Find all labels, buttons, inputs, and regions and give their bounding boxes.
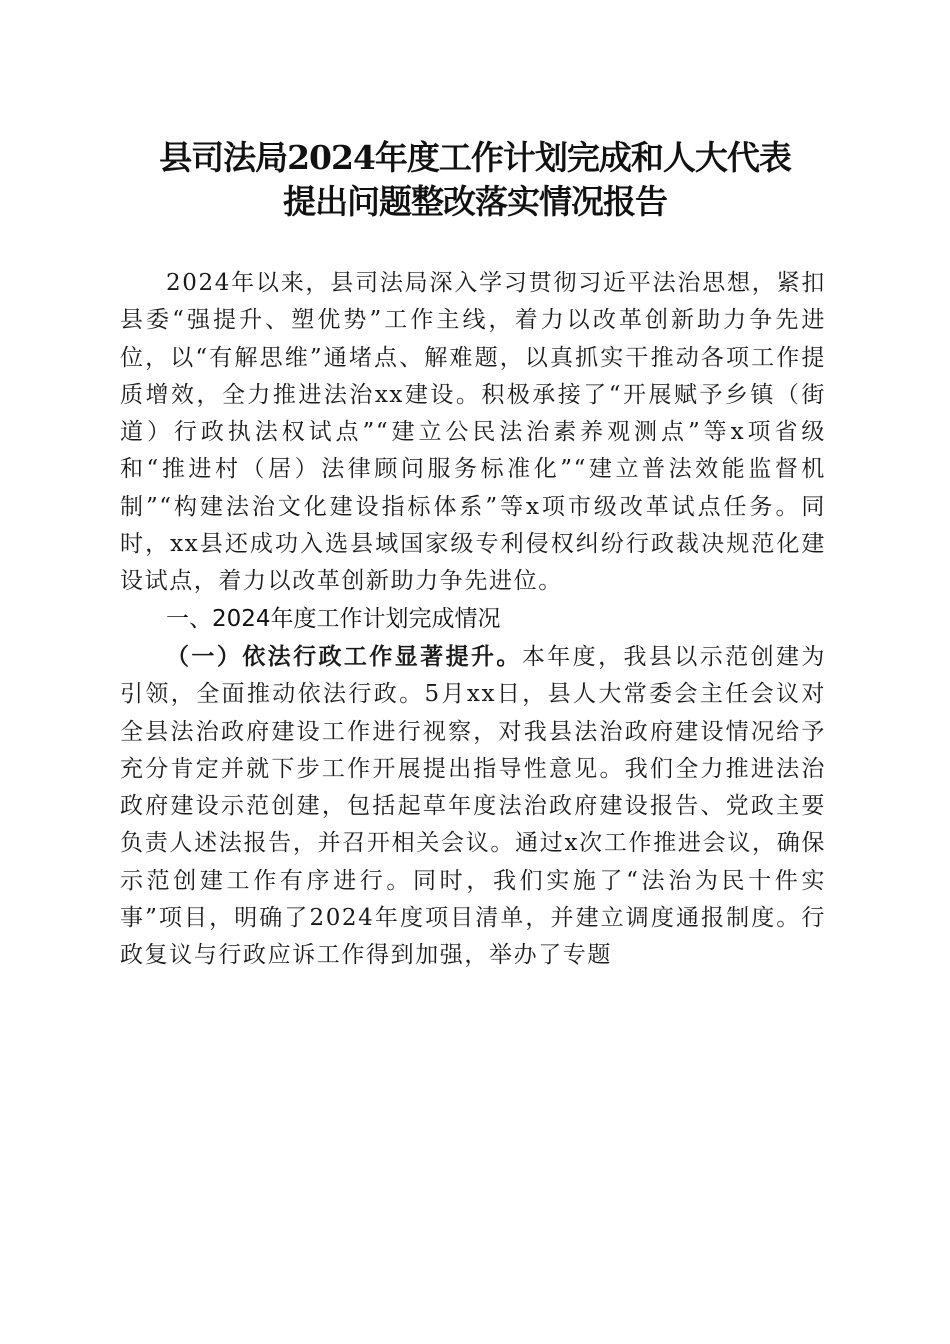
document-title [100, 136, 850, 224]
title-line-2: 提出问题整改落实情况报告 [283, 182, 667, 221]
subsection-text: 本年度，我县以示范创建为引领，全面推动依法行政。5月xx日，县人大常委会主任会议对全县法治政府建设工作进行视察，对我县法治政府建设情况给予充分肯定并就下步工作开展提出指导性意见。我们全力推进法治政府建设示范创建，包括起草年度法治政府建设报告、党政主要负责人述法报告，并召开相关会议。通过x次工作推进会议，确保示范创建工作有序进行。同时，我们实施了“法治为民十件实事”项目，明确了2024年度项目清单，并建立调度通报制度。行政复议与行政应诉工作得到加强，举办了专题 [120, 643, 827, 969]
subsection-paragraph-1 [120, 638, 826, 975]
title-line-1: 县司法局2024年度工作计划完成和人大代表 [159, 138, 791, 177]
intro-paragraph: 2024年以来，县司法局深入学习贯彻习近平法治思想，紧扣县委“强提升、塑优势”工作主线，着力以改革创新助力争先进位，以“有解思维”通堵点、解难题，以真抓实干推动各项工作提质增效，全力推进法治xx建设。积极承接了“开展赋予乡镇（街道）行政执法权试点”“建立公民法治素养观测点”等x项省级和“推进村（居）法律顾问服务标准化”“建立普法效能监督机制”“构建法治文化建设指标体系”等x项市级改革试点任务。同时，xx县还成功入选县域国家级专利侵权纠纷行政裁决规范化建设试点，着力以改革创新助力争先进位。 [120, 270, 826, 595]
subsection-lead: （一）依法行政工作显著提升。 [166, 642, 522, 670]
section-heading-1: 一、2024年度工作计划完成情况 [166, 605, 501, 632]
document-body [120, 265, 826, 975]
